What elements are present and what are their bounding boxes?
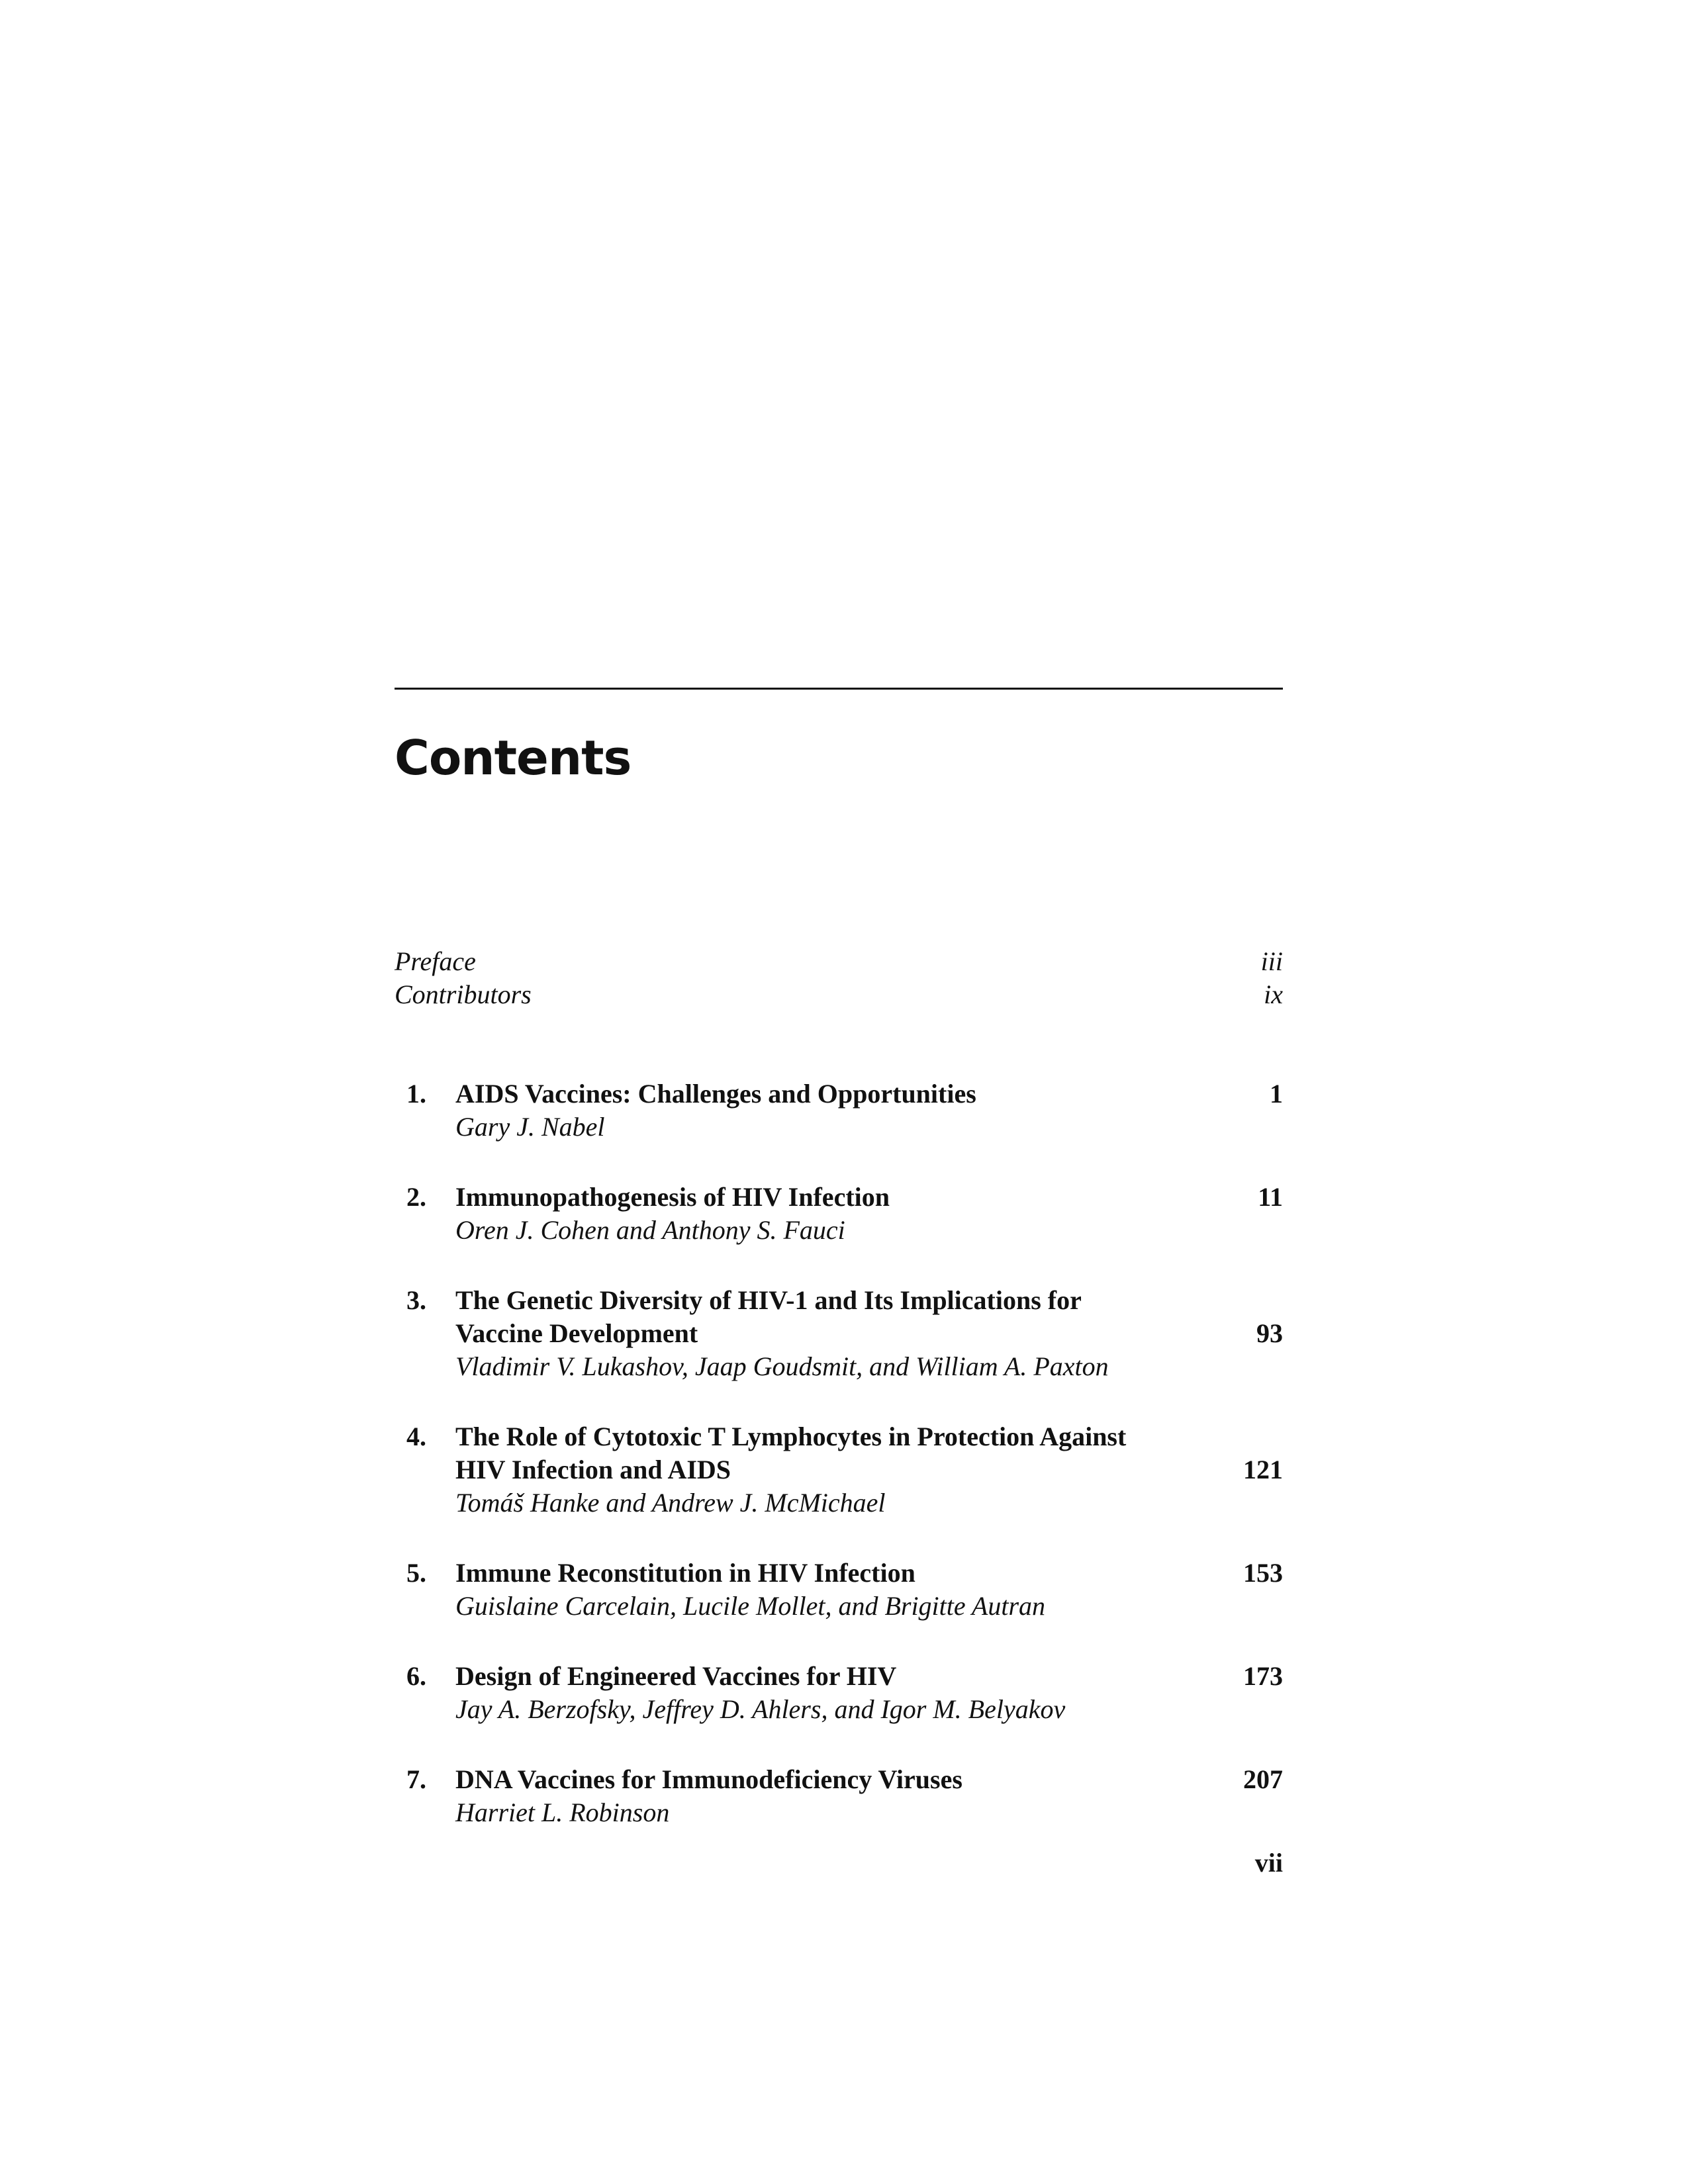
chapter-entry[interactable]	[395, 1420, 1283, 1520]
chapter-title-line	[455, 1453, 1283, 1486]
chapter-title-line	[455, 1557, 1283, 1590]
chapter-number	[395, 1763, 455, 1829]
chapter-body	[455, 1181, 1283, 1247]
chapter-number-text: 5.	[406, 1558, 426, 1588]
chapter-title: The Role of Cytotoxic T Lymphocytes in Protection Against	[455, 1422, 1127, 1451]
chapter-authors: Guislaine Carcelain, Lucile Mollet, and Brigitte Autran	[455, 1591, 1046, 1621]
chapter-entry[interactable]	[395, 1077, 1283, 1144]
chapter-title: DNA Vaccines for Immunodeficiency Viruses	[455, 1764, 962, 1794]
chapter-authors: Vladimir V. Lukashov, Jaap Goudsmit, and William A. Paxton	[455, 1351, 1109, 1381]
chapter-number	[395, 1557, 455, 1623]
chapter-title-line	[455, 1317, 1283, 1350]
chapter-page-number: 173	[1243, 1661, 1283, 1691]
chapter-title-line	[455, 1660, 1283, 1693]
chapter-number-text: 4.	[406, 1422, 426, 1451]
page-folio: vii	[1254, 1848, 1283, 1878]
chapter-entry[interactable]	[395, 1284, 1283, 1383]
chapter-body	[455, 1660, 1283, 1726]
chapter-entry[interactable]	[395, 1763, 1283, 1829]
chapter-number-text: 6.	[406, 1661, 426, 1691]
chapter-authors: Tomáš Hanke and Andrew J. McMichael	[455, 1488, 886, 1518]
page-title: Contents	[395, 730, 632, 786]
chapter-number	[395, 1420, 455, 1520]
chapter-body	[455, 1077, 1283, 1144]
chapter-list	[395, 1077, 1283, 1866]
chapter-title-line	[455, 1077, 1283, 1111]
chapter-title-line	[455, 1420, 1283, 1453]
chapter-title: Design of Engineered Vaccines for HIV	[455, 1661, 897, 1691]
chapter-page-number: 11	[1258, 1182, 1283, 1212]
chapter-title: Immunopathogenesis of HIV Infection	[455, 1182, 890, 1212]
front-matter-page: iii	[1260, 946, 1283, 976]
chapter-number	[395, 1181, 455, 1247]
chapter-body	[455, 1557, 1283, 1623]
chapter-entry[interactable]	[395, 1557, 1283, 1623]
chapter-title-line	[455, 1763, 1283, 1796]
front-matter-list	[395, 945, 1283, 1011]
chapter-page-number: 207	[1243, 1764, 1283, 1794]
chapter-title: Immune Reconstitution in HIV Infection	[455, 1558, 915, 1588]
chapter-body	[455, 1763, 1283, 1829]
front-matter-item-preface[interactable]	[395, 945, 1283, 978]
chapter-number	[395, 1284, 455, 1383]
chapter-authors: Harriet L. Robinson	[455, 1797, 670, 1827]
chapter-number-text: 1.	[406, 1079, 426, 1109]
chapter-page-number: 121	[1243, 1455, 1283, 1484]
chapter-title: The Genetic Diversity of HIV-1 and Its Implications for	[455, 1285, 1082, 1315]
chapter-page-number: 153	[1243, 1558, 1283, 1588]
chapter-title-line	[455, 1181, 1283, 1214]
chapter-authors: Oren J. Cohen and Anthony S. Fauci	[455, 1215, 845, 1245]
chapter-entry[interactable]	[395, 1181, 1283, 1247]
chapter-number	[395, 1077, 455, 1144]
front-matter-item-contributors[interactable]	[395, 978, 1283, 1011]
top-rule	[395, 688, 1283, 690]
chapter-authors: Jay A. Berzofsky, Jeffrey D. Ahlers, and Igor M. Belyakov	[455, 1694, 1066, 1724]
chapter-page-number: 1	[1270, 1079, 1283, 1109]
chapter-authors: Gary J. Nabel	[455, 1112, 605, 1142]
chapter-entry[interactable]	[395, 1660, 1283, 1726]
chapter-body	[455, 1420, 1283, 1520]
chapter-title: HIV Infection and AIDS	[455, 1455, 731, 1484]
chapter-title-line	[455, 1284, 1283, 1317]
front-matter-label: Contributors	[395, 979, 532, 1009]
chapter-number	[395, 1660, 455, 1726]
chapter-number-text: 3.	[406, 1285, 426, 1315]
chapter-body	[455, 1284, 1283, 1383]
chapter-page-number: 93	[1256, 1318, 1283, 1348]
front-matter-page: ix	[1264, 979, 1283, 1009]
chapter-title: Vaccine Development	[455, 1318, 698, 1348]
front-matter-label: Preface	[395, 946, 476, 976]
chapter-title: AIDS Vaccines: Challenges and Opportunities	[455, 1079, 976, 1109]
chapter-number-text: 2.	[406, 1182, 426, 1212]
chapter-number-text: 7.	[406, 1764, 426, 1794]
